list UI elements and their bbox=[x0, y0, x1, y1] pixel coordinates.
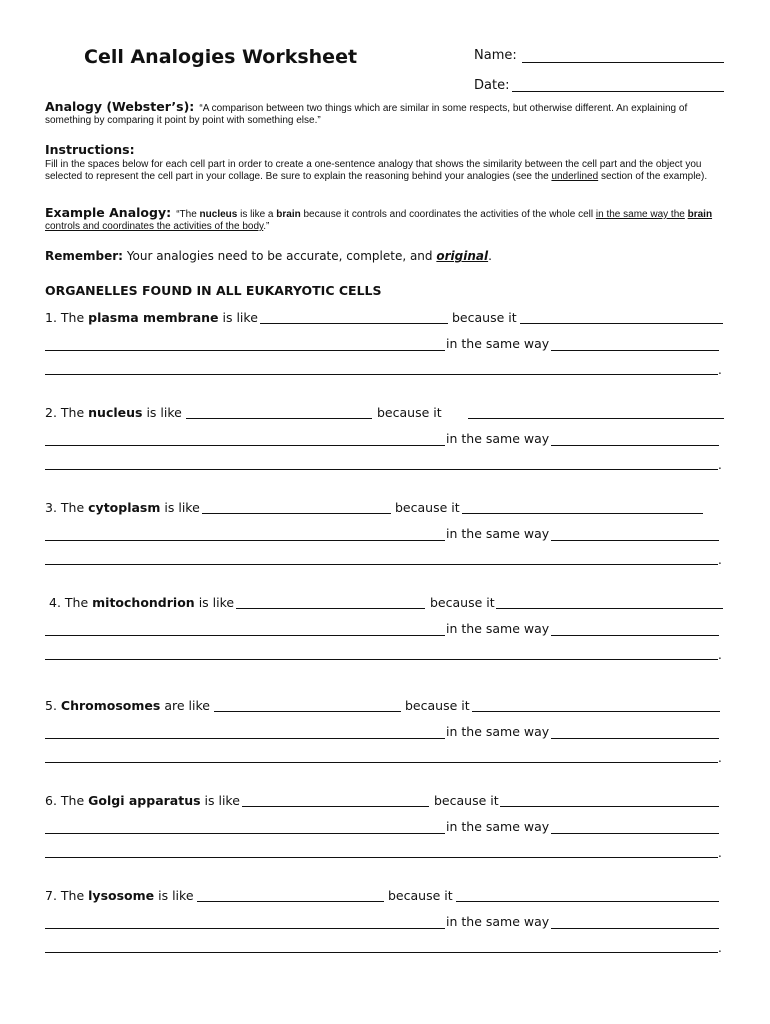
object-blank[interactable] bbox=[242, 806, 429, 807]
comparison-continued-blank[interactable] bbox=[45, 469, 718, 470]
comparison-blank[interactable] bbox=[551, 350, 719, 351]
end-period: . bbox=[718, 941, 722, 955]
comparison-blank[interactable] bbox=[551, 928, 719, 929]
example-line-1: “The nucleus is like a brain because it controls and coordinates the activities of the whole cell in the same way the brain bbox=[176, 209, 713, 220]
because-label: because it bbox=[395, 500, 460, 515]
item-prompt: 7. The lysosome is like bbox=[45, 888, 194, 903]
analogy-text-2: something by comparing it point by point with something else.” bbox=[45, 115, 321, 126]
analogy-definition bbox=[45, 96, 735, 127]
because-label: because it bbox=[430, 595, 495, 610]
end-period: . bbox=[718, 553, 722, 567]
same-way-label: in the same way bbox=[446, 336, 550, 351]
example-line-2: controls and coordinates the activities of the body.” bbox=[45, 221, 270, 232]
because-label: because it bbox=[434, 793, 499, 808]
comparison-continued-blank[interactable] bbox=[45, 659, 718, 660]
comparison-continued-blank[interactable] bbox=[45, 374, 718, 375]
reason-blank[interactable] bbox=[500, 806, 719, 807]
reason-continued-blank[interactable] bbox=[45, 928, 445, 929]
comparison-blank[interactable] bbox=[551, 833, 719, 834]
remember-note: Remember: Your analogies need to be accurate, complete, and original. bbox=[45, 249, 492, 263]
end-period: . bbox=[718, 363, 722, 377]
reason-blank[interactable] bbox=[520, 323, 723, 324]
same-way-label: in the same way bbox=[446, 819, 550, 834]
same-way-label: in the same way bbox=[446, 526, 550, 541]
because-label: because it bbox=[377, 405, 442, 420]
end-period: . bbox=[718, 648, 722, 662]
item-prompt: 2. The nucleus is like bbox=[45, 405, 182, 420]
reason-blank[interactable] bbox=[496, 608, 723, 609]
object-blank[interactable] bbox=[260, 323, 448, 324]
reason-blank[interactable] bbox=[472, 711, 720, 712]
name-field[interactable] bbox=[522, 62, 724, 63]
comparison-continued-blank[interactable] bbox=[45, 762, 718, 763]
end-period: . bbox=[718, 458, 722, 472]
comparison-continued-blank[interactable] bbox=[45, 564, 718, 565]
worksheet-title: Cell Analogies Worksheet bbox=[84, 46, 358, 68]
name-label: Name: bbox=[474, 48, 517, 63]
reason-continued-blank[interactable] bbox=[45, 445, 445, 446]
reason-continued-blank[interactable] bbox=[45, 350, 445, 351]
analogy-label: Analogy (Webster’s): bbox=[45, 99, 195, 114]
comparison-continued-blank[interactable] bbox=[45, 952, 718, 953]
item-prompt: 4. The mitochondrion is like bbox=[49, 595, 235, 610]
reason-continued-blank[interactable] bbox=[45, 738, 445, 739]
item-prompt: 3. The cytoplasm is like bbox=[45, 500, 200, 515]
because-label: because it bbox=[388, 888, 453, 903]
analogy-text-1: “A comparison between two things which are similar in some respects, but otherwise different. An explaining of bbox=[199, 103, 688, 114]
date-label: Date: bbox=[474, 78, 510, 93]
reason-continued-blank[interactable] bbox=[45, 833, 445, 834]
reason-continued-blank[interactable] bbox=[45, 635, 445, 636]
because-label: because it bbox=[405, 698, 470, 713]
comparison-blank[interactable] bbox=[551, 445, 719, 446]
object-blank[interactable] bbox=[236, 608, 425, 609]
instructions-line-1: Fill in the spaces below for each cell part in order to create a one-sentence analogy that shows the similarity between the cell part and the object you bbox=[45, 159, 702, 170]
instructions-label: Instructions: bbox=[45, 142, 135, 157]
same-way-label: in the same way bbox=[446, 724, 550, 739]
reason-blank[interactable] bbox=[456, 901, 719, 902]
comparison-blank[interactable] bbox=[551, 635, 719, 636]
object-blank[interactable] bbox=[197, 901, 384, 902]
end-period: . bbox=[718, 751, 722, 765]
comparison-blank[interactable] bbox=[551, 738, 719, 739]
same-way-label: in the same way bbox=[446, 431, 550, 446]
item-prompt: 1. The plasma membrane is like bbox=[45, 310, 258, 325]
reason-blank[interactable] bbox=[462, 513, 703, 514]
section-heading: ORGANELLES FOUND IN ALL EUKARYOTIC CELLS bbox=[45, 283, 382, 298]
item-prompt: 5. Chromosomes are like bbox=[45, 698, 210, 713]
example-label: Example Analogy: bbox=[45, 205, 172, 220]
same-way-label: in the same way bbox=[446, 621, 550, 636]
item-prompt: 6. The Golgi apparatus is like bbox=[45, 793, 240, 808]
comparison-continued-blank[interactable] bbox=[45, 857, 718, 858]
example-analogy bbox=[45, 202, 735, 233]
reason-blank[interactable] bbox=[468, 418, 724, 419]
instructions bbox=[45, 142, 735, 183]
comparison-blank[interactable] bbox=[551, 540, 719, 541]
same-way-label: in the same way bbox=[446, 914, 550, 929]
object-blank[interactable] bbox=[202, 513, 391, 514]
reason-continued-blank[interactable] bbox=[45, 540, 445, 541]
end-period: . bbox=[718, 846, 722, 860]
instructions-line-2: selected to represent the cell part in your collage. Be sure to explain the reasoning behind your analogies (see the underlined section of the example). bbox=[45, 171, 708, 182]
object-blank[interactable] bbox=[214, 711, 401, 712]
date-field[interactable] bbox=[512, 91, 724, 92]
object-blank[interactable] bbox=[186, 418, 372, 419]
because-label: because it bbox=[452, 310, 517, 325]
